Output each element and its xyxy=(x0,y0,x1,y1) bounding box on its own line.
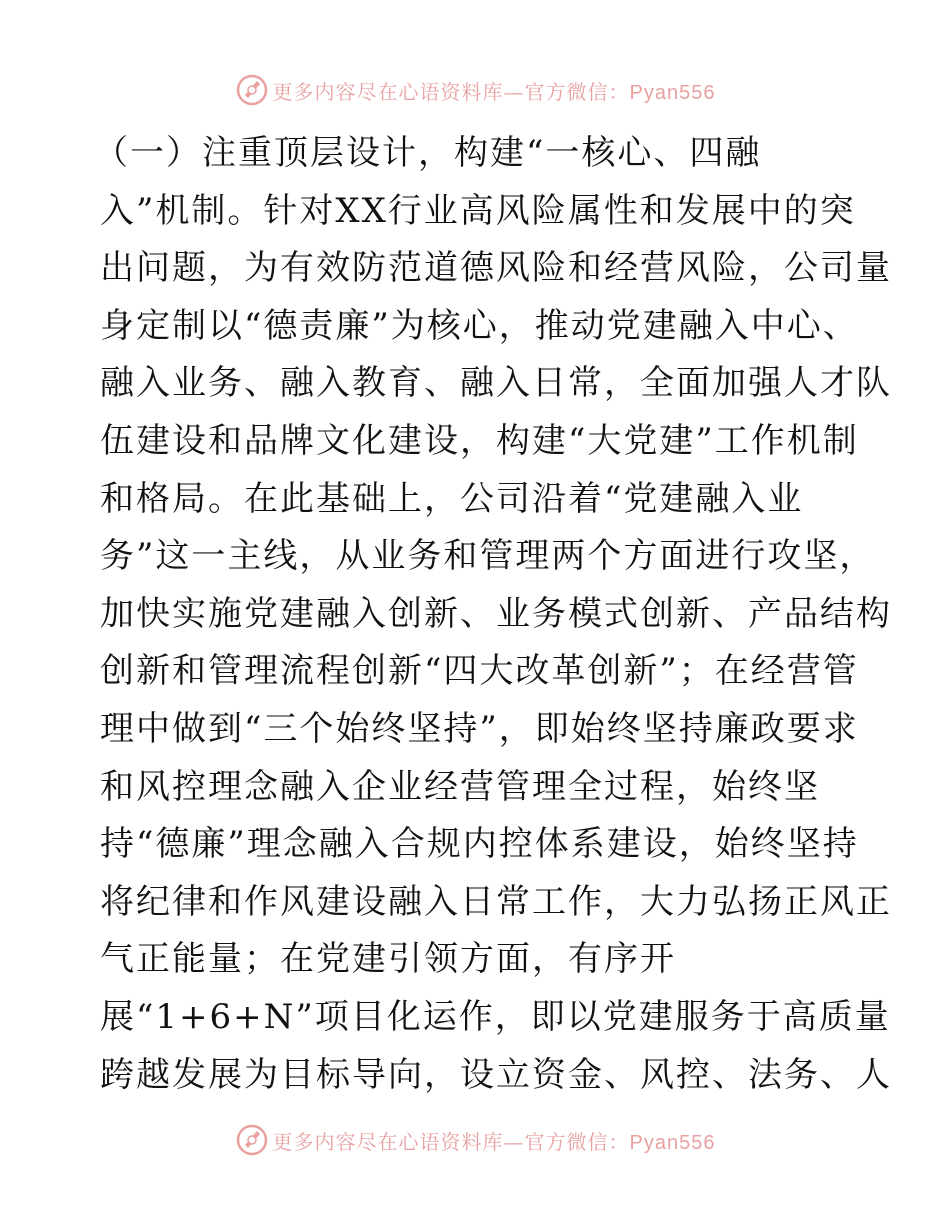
watermark-text xyxy=(273,76,716,105)
text-line: 加快实施党建融入创新、业务模式创新、产品结构 xyxy=(100,593,892,634)
text-line: 伍建设和品牌文化建设，构建“大党建”工作机制 xyxy=(100,420,859,461)
header-watermark xyxy=(0,70,950,110)
text-line: 和风控理念融入企业经营管理全过程，始终坚 xyxy=(100,766,820,807)
document-body xyxy=(94,125,892,1104)
watermark-group xyxy=(235,1123,716,1157)
watermark-main-text: 更多内容尽在心语资料库—官方微信： xyxy=(272,79,630,104)
stamp-logo-icon xyxy=(235,73,269,107)
text-line: 务”这一主线，从业务和管理两个方面进行攻坚， xyxy=(100,536,876,577)
watermark-group xyxy=(235,73,716,107)
text-line: 出问题，为有效防范道德风险和经营风险，公司量 xyxy=(100,248,892,289)
text-line: 展“1+6+N”项目化运作，即以党建服务于高质量 xyxy=(100,996,891,1037)
text-line: 气正能量；在党建引领方面，有序开 xyxy=(100,939,676,980)
text-line: 入”机制。针对XX行业高风险属性和发展中的突 xyxy=(100,190,856,231)
watermark-handle: Pyan556 xyxy=(629,1131,716,1154)
stamp-logo-icon xyxy=(235,1123,269,1157)
text-line: 身定制以“德责廉”为核心，推动党建融入中心、 xyxy=(100,305,859,346)
text-line: 创新和管理流程创新“四大改革创新”；在经营管 xyxy=(100,651,859,692)
text-line: 将纪律和作风建设融入日常工作，大力弘扬正风正 xyxy=(100,881,892,922)
text-line: 融入业务、融入教育、融入日常，全面加强人才队 xyxy=(100,363,892,404)
text-line: 跨越发展为目标导向，设立资金、风控、法务、人 xyxy=(100,1054,892,1095)
text-line: 持“德廉”理念融入合规内控体系建设，始终坚持 xyxy=(100,824,859,865)
watermark-text xyxy=(273,1126,716,1155)
text-line: 理中做到“三个始终坚持”，即始终坚持廉政要求 xyxy=(100,708,859,749)
text-line: 和格局。在此基础上，公司沿着“党建融入业 xyxy=(100,478,804,519)
text-line: （一）注重顶层设计，构建“一核心、四融 xyxy=(94,133,762,173)
watermark-handle: Pyan556 xyxy=(629,81,716,104)
watermark-main-text: 更多内容尽在心语资料库—官方微信： xyxy=(272,1129,630,1154)
footer-watermark xyxy=(0,1120,950,1160)
